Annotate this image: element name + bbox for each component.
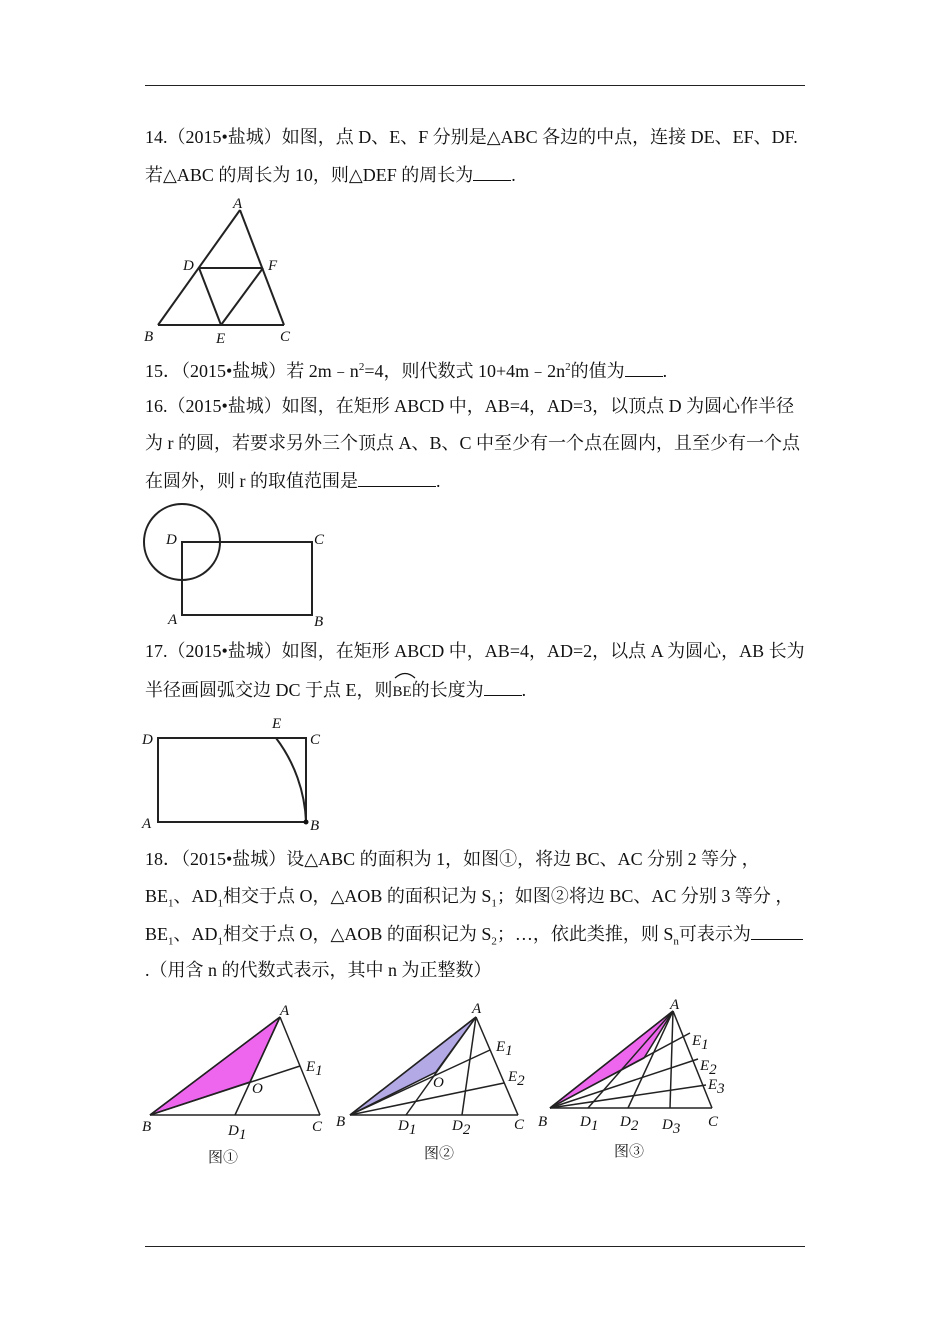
q18-fig1-label-o: O: [252, 1081, 263, 1097]
q15-line: [145, 359, 667, 382]
q17-figure: [140, 712, 340, 837]
q14-figure: [140, 195, 300, 350]
q17-line2: [145, 677, 526, 703]
q14-label-b: B: [144, 329, 154, 345]
q18-line3: [145, 922, 803, 948]
q18-be: BE: [145, 924, 169, 944]
q17-text-pre: 半径画圆弧交边 DC 于点 E，则: [145, 680, 393, 700]
q18-fig2-caption: 图②: [424, 1146, 455, 1162]
q16-label-d: D: [166, 532, 177, 548]
q14-answer-blank[interactable]: [473, 163, 511, 181]
q18-fig1-label-d1: D1: [228, 1123, 247, 1143]
q14-label-a: A: [233, 196, 243, 212]
q15-answer-blank[interactable]: [625, 359, 663, 377]
q16-text: 在圆外，则 r 的取值范围是: [145, 471, 358, 491]
q18-sub: 1: [168, 935, 174, 948]
q15-text-post: 的值为: [570, 361, 625, 381]
q14-line2: [145, 163, 516, 186]
q14-line1: 14.（2015•盐城）如图，点 D、E、F 分别是△ABC 各边的中点，连接 DE、EF、DF.: [145, 127, 798, 147]
q15-exp1: 2: [358, 361, 365, 373]
q18-figure-1: [140, 995, 340, 1170]
q14-period: .: [511, 165, 516, 185]
q18-fig3-label-d3: D3: [662, 1117, 681, 1137]
q15-text-pre: 15．（2015•盐城）若 2m﹣n: [145, 361, 359, 381]
q18-fig2-label-e1: E1: [496, 1039, 513, 1059]
q17-label-a: A: [142, 816, 152, 832]
q18-fig1-label-e1: E1: [306, 1059, 323, 1079]
q14-label-d: D: [183, 258, 194, 274]
q16-label-a: A: [168, 612, 178, 628]
q18-fig3-label-b: B: [538, 1114, 548, 1130]
q17-period: .: [521, 680, 527, 700]
q18-line2: [145, 885, 794, 910]
q18-figure-2: [336, 995, 540, 1170]
q18-fig3-label-d2: D2: [620, 1114, 639, 1134]
q17-label-e: E: [272, 716, 282, 732]
q17-arc: [276, 738, 306, 822]
q16-answer-blank[interactable]: [358, 469, 436, 487]
q14-text: 若△ABC 的周长为 10，则△DEF 的周长为: [145, 165, 474, 185]
q18-line4: .（用含 n 的代数式表示，其中 n 为正整数）: [145, 960, 492, 980]
q18-text: ；如图②将边 BC、AC 分别 3 等分 ，: [496, 886, 794, 906]
q18-answer-blank[interactable]: [751, 922, 803, 940]
q18-fig3-label-e2: E2: [700, 1058, 717, 1078]
q16-line3: [145, 469, 441, 492]
q18-fig1-label-b: B: [142, 1119, 152, 1135]
q18-fig2-label-c: C: [514, 1117, 525, 1133]
q18-sub: 2: [491, 935, 497, 948]
q16-line1: 16.（2015•盐城）如图，在矩形 ABCD 中，AB=4，AD=3，以顶点 D 为圆心作半径: [145, 396, 795, 416]
q18-figure-3: [540, 995, 740, 1170]
q18-text: 相交于点 O，△AOB 的面积记为 S: [223, 886, 492, 906]
q16-label-b: B: [314, 614, 324, 630]
q16-label-c: C: [314, 532, 325, 548]
q18-sub: 1: [217, 935, 224, 948]
q16-rectangle: [182, 542, 312, 615]
q17-label-b: B: [310, 818, 320, 834]
q18-sub: n: [673, 935, 679, 948]
q17-label-d: D: [142, 732, 153, 748]
q17-line1: 17.（2015•盐城）如图，在矩形 ABCD 中，AB=4，AD=2，以点 A 为圆心，AB 长为: [145, 641, 805, 661]
q18-line1: 18．（2015•盐城）设△ABC 的面积为 1，如图①，将边 BC、AC 分别 2 等分 ，: [145, 849, 760, 869]
q18-be: BE: [145, 886, 169, 906]
q18-text: 可表示为: [678, 924, 751, 944]
q18-fig3-label-a: A: [670, 997, 680, 1013]
q15-period: .: [662, 361, 668, 381]
q17-arc-be: [393, 677, 412, 703]
q17-text-mid: 的长度为: [411, 680, 484, 700]
q18-fig2-label-d2: D2: [452, 1118, 471, 1138]
q18-text: 相交于点 O，△AOB 的面积记为 S: [223, 924, 492, 944]
q15-exp2: 2: [565, 361, 571, 373]
q17-arc-label: BE: [392, 684, 412, 700]
q18-fig3-label-d1: D1: [580, 1114, 599, 1134]
q18-fig1-label-c: C: [312, 1119, 323, 1135]
top-rule: [145, 85, 805, 86]
q14-label-e: E: [216, 331, 226, 347]
q18-sub: 1: [491, 897, 497, 910]
q16-line2: 为 r 的圆，若要求另外三个顶点 A、B、C 中至少有一个点在圆内，且至少有一个点: [145, 433, 801, 453]
q16-figure: [140, 500, 340, 630]
q14-label-c: C: [280, 329, 291, 345]
q18-sub: 1: [168, 897, 174, 910]
q18-fig2-label-d1: D1: [398, 1118, 417, 1138]
q18-ad: 、AD: [173, 886, 218, 906]
q18-fig2-label-a: A: [472, 1001, 482, 1017]
q18-fig1-caption: 图①: [208, 1150, 239, 1166]
q18-fig3-caption: 图③: [614, 1144, 645, 1160]
q18-fig3-label-c: C: [708, 1114, 719, 1130]
q18-fig2-label-b: B: [336, 1114, 346, 1130]
q18-fig1-label-a: A: [280, 1003, 290, 1019]
q18-fig2-label-e2: E2: [508, 1069, 525, 1089]
q18-fig3-label-e3: E3: [708, 1077, 725, 1097]
q18-text: ；…，依此类推，则 S: [496, 924, 674, 944]
q17-answer-blank[interactable]: [484, 678, 522, 696]
q16-period: .: [436, 471, 441, 491]
q18-fig3-label-e1: E1: [692, 1033, 709, 1053]
q18-ad: 、AD: [173, 924, 218, 944]
q14-label-f: F: [268, 258, 278, 274]
q17-label-c: C: [310, 732, 321, 748]
arc-accent-icon: [393, 671, 417, 679]
q18-fig2-label-o: O: [433, 1075, 444, 1091]
bottom-rule: [145, 1246, 805, 1247]
q15-text-mid: =4，则代数式 10+4m﹣2n: [364, 361, 566, 381]
q18-sub: 1: [217, 897, 224, 910]
